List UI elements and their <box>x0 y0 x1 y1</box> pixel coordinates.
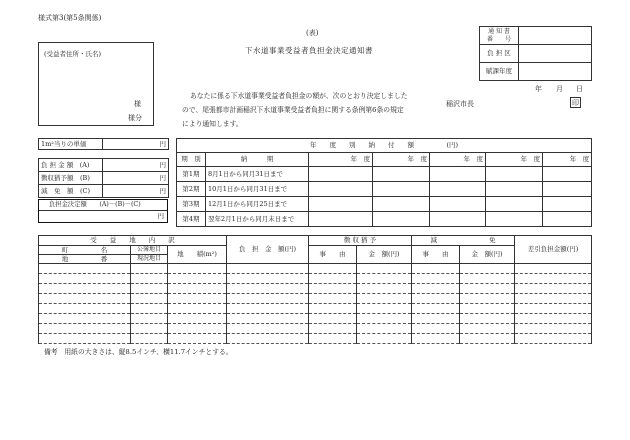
addressee-honorific: 様 <box>134 100 141 108</box>
amounts-table <box>38 158 169 198</box>
deferral-reason-header: 事 由 <box>309 246 357 264</box>
table-row <box>39 294 592 304</box>
net-burden-column-header: 差引負担金額(円) <box>515 236 592 264</box>
table-row <box>177 182 592 197</box>
addressee-label: (受益者住所・氏名) <box>44 50 102 58</box>
body-line-1: あなたに係る下水道事業受益者負担金の額が、次のとおり決定しました <box>190 92 408 100</box>
deferral-column-header: 徴 収 猶 予 <box>309 236 412 246</box>
sheet-marker: (表) <box>306 29 319 37</box>
unit-price-table <box>38 138 169 150</box>
year-column-header-5: 年 度 <box>543 153 592 167</box>
unit-price-unit: 円 <box>103 139 169 150</box>
burden-zone-label: 負 担 区 <box>480 45 519 63</box>
form-number: 様式第3(第5条関係) <box>38 14 102 22</box>
year-column-header-1: 年 度 <box>309 153 373 167</box>
burden-column-header: 負 担 金 額(円) <box>227 236 309 264</box>
decided-amount-label: 負担金決定額 (A)－(B)－(C) <box>39 200 167 211</box>
notice-number-value <box>519 27 592 45</box>
town-column-header: 町 名 <box>39 246 131 255</box>
date-year: 年 <box>535 85 542 93</box>
table-row <box>39 304 592 314</box>
period-cell: 第4期 <box>177 212 206 227</box>
public-land-column-header: 公簿地目 <box>131 246 168 255</box>
seal-mark: 印 <box>572 99 579 107</box>
table-row <box>39 314 592 324</box>
decided-amount-box <box>38 199 168 223</box>
reduction-column-header: 減 免 <box>412 236 515 246</box>
assessment-year-label: 賦課年度 <box>480 63 519 81</box>
addressee-box <box>38 42 154 126</box>
year-column-header-2: 年 度 <box>373 153 430 167</box>
reduction-amount-label: 減 免 額 (C) <box>39 185 103 198</box>
reduction-amount-unit: 円 <box>103 185 169 198</box>
reduction-amount-header: 金 額(円) <box>460 246 515 264</box>
reduction-reason-header: 事 由 <box>412 246 460 264</box>
issuer-name: 稲沢市長 <box>446 100 474 108</box>
term-cell: 10月1日から同月31日まで <box>206 182 309 197</box>
header-table <box>479 26 592 81</box>
deferral-amount-label: 徴収猶予額 (B) <box>39 172 103 185</box>
table-row <box>39 264 592 274</box>
table-row <box>39 284 592 294</box>
deferral-amount-header: 金 額(円) <box>357 246 412 264</box>
body-line-2: ので、尾張都市計画稲沢下水道事業受益者負担に関する条例第6条の規定 <box>182 106 404 114</box>
table-row <box>39 274 592 284</box>
addressee-share: 様分 <box>128 114 142 122</box>
term-column-header: 納 期 <box>206 153 309 167</box>
document-title: 下水道事業受益者負担金決定通知書 <box>245 46 373 55</box>
burden-zone-value <box>519 45 592 63</box>
table-row <box>177 197 592 212</box>
table-row <box>39 324 592 334</box>
term-cell: 12月1日から同月25日まで <box>206 197 309 212</box>
assessment-year-value <box>519 63 592 81</box>
payment-table-title: 年 度 別 納 付 額 (円) <box>177 139 592 153</box>
year-column-header-4: 年 度 <box>486 153 543 167</box>
body-line-3: により通知します。 <box>182 120 243 128</box>
period-cell: 第3期 <box>177 197 206 212</box>
period-cell: 第2期 <box>177 182 206 197</box>
area-column-header: 地 積(m²) <box>168 246 227 264</box>
table-row <box>39 334 592 344</box>
term-cell: 8月1日から同月31日まで <box>206 167 309 182</box>
date-day: 日 <box>576 85 583 93</box>
land-table-title: 受 益 地 内 訳 <box>39 236 227 246</box>
table-row <box>177 212 592 227</box>
deferral-amount-unit: 円 <box>103 172 169 185</box>
land-breakdown-table <box>38 235 592 344</box>
period-column-header: 期 別 <box>177 153 206 167</box>
unit-price-label: 1m²当りの単価 <box>39 139 103 150</box>
lot-column-header: 地 番 <box>39 255 131 264</box>
period-cell: 第1期 <box>177 167 206 182</box>
date-month: 月 <box>556 85 563 93</box>
burden-amount-label: 負 担 金 額 (A) <box>39 159 103 172</box>
term-cell: 翌年2月1日から同月末日まで <box>206 212 309 227</box>
year-column-header-3: 年 度 <box>430 153 486 167</box>
burden-amount-unit: 円 <box>103 159 169 172</box>
current-land-column-header: 現況地目 <box>131 255 168 264</box>
table-row <box>177 167 592 182</box>
footnote: 備考 用紙の大きさは、縦8.5インチ、横11.7インチとする。 <box>44 348 233 356</box>
notice-number-label: 通 知 書 番 号 <box>480 27 519 45</box>
payment-schedule-table <box>176 138 592 227</box>
decided-amount-unit: 円 <box>157 212 164 220</box>
